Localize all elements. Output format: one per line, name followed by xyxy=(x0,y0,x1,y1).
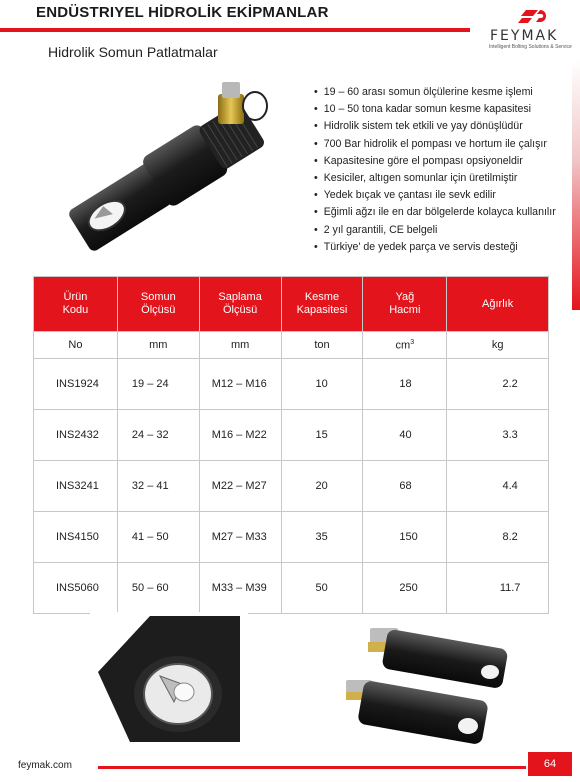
feature-item: • 10 – 50 tona kadar somun kesme kapasitesi xyxy=(314,101,556,118)
table-header-row xyxy=(34,277,549,332)
cell-capacity: 15 xyxy=(281,410,363,461)
cell-nut: 19 – 24 xyxy=(117,359,199,410)
cell-nut: 32 – 41 xyxy=(117,461,199,512)
feature-item: • Hidrolik sistem tek etkili ve yay dönüşlüdür xyxy=(314,118,556,135)
header-rule xyxy=(0,28,470,32)
logo-tagline: Intelligent Bolting Solutions & Service xyxy=(489,44,572,50)
cell-weight: 4.4 xyxy=(447,461,549,512)
feature-item: • 19 – 60 arası somun ölçülerine kesme işlemi xyxy=(314,84,556,101)
cell-weight: 2.2 xyxy=(447,359,549,410)
header-stud-size: Saplama Ölçüsü xyxy=(199,277,281,332)
nut-splitter-pair-image xyxy=(340,618,510,750)
cell-capacity: 20 xyxy=(281,461,363,512)
feature-item: • Eğimli ağzı ile en dar bölgelerde kolayca kullanılır xyxy=(314,204,556,221)
table-row xyxy=(34,359,549,410)
feature-list xyxy=(314,84,556,256)
unit-cell: kg xyxy=(447,332,549,359)
page-number: 64 xyxy=(528,752,572,776)
cell-stud: M16 – M22 xyxy=(199,410,281,461)
page-header-title: ENDÜSTRIYEL HİDROLİK EKİPMANLAR xyxy=(36,4,329,21)
feature-item: • 2 yıl garantili, CE belgeli xyxy=(314,222,556,239)
cell-stud: M27 – M33 xyxy=(199,512,281,563)
feature-item: • 700 Bar hidrolik el pompası ve hortum ile çalışır xyxy=(314,136,556,153)
unit-cell: $cm^3$ xyxy=(363,332,447,359)
cell-code: INS1924 xyxy=(34,359,118,410)
feature-item: • Türkiye' de yedek parça ve servis desteği xyxy=(314,239,556,256)
cell-code: INS3241 xyxy=(34,461,118,512)
cell-weight: 8.2 xyxy=(447,512,549,563)
cell-capacity: 10 xyxy=(281,359,363,410)
decorative-stripe xyxy=(572,60,580,310)
cell-stud: M12 – M16 xyxy=(199,359,281,410)
cell-weight: 3.3 xyxy=(447,410,549,461)
cell-weight: 11.7 xyxy=(447,563,549,614)
cell-code: INS5060 xyxy=(34,563,118,614)
feature-item: • Kesiciler, altıgen somunlar için üretilmiştir xyxy=(314,170,556,187)
header-product-code: Ürün Kodu xyxy=(34,277,118,332)
table-row xyxy=(34,410,549,461)
cutter-closeup-image xyxy=(90,612,248,748)
cell-nut: 41 – 50 xyxy=(117,512,199,563)
unit-cell: No xyxy=(34,332,118,359)
footer-website[interactable]: feymak.com xyxy=(18,760,72,771)
nut-splitter-product-image xyxy=(50,76,280,256)
cell-oil: 150 xyxy=(363,512,447,563)
unit-cell: mm xyxy=(199,332,281,359)
cell-code: INS2432 xyxy=(34,410,118,461)
cell-oil: 18 xyxy=(363,359,447,410)
header-cutting-capacity: Kesme Kapasitesi xyxy=(281,277,363,332)
header-oil-volume: Yağ Hacmi xyxy=(363,277,447,332)
table-row xyxy=(34,461,549,512)
table-row xyxy=(34,563,549,614)
footer-rule xyxy=(98,766,526,769)
unit-cell: ton xyxy=(281,332,363,359)
cell-oil: 68 xyxy=(363,461,447,512)
logo-text: FEYMAK xyxy=(490,28,559,44)
cell-capacity: 35 xyxy=(281,512,363,563)
cell-code: INS4150 xyxy=(34,512,118,563)
cell-stud: M33 – M39 xyxy=(199,563,281,614)
spec-table xyxy=(33,276,549,614)
cell-stud: M22 – M27 xyxy=(199,461,281,512)
unit-cell: mm xyxy=(117,332,199,359)
cell-nut: 50 – 60 xyxy=(117,563,199,614)
feature-item: • Yedek bıçak ve çantası ile sevk edilir xyxy=(314,187,556,204)
header-nut-size: Somun Ölçüsü xyxy=(117,277,199,332)
cell-capacity: 50 xyxy=(281,563,363,614)
cell-nut: 24 – 32 xyxy=(117,410,199,461)
units-row xyxy=(34,332,549,359)
feature-item: • Kapasitesine göre el pompası opsiyoneldir xyxy=(314,153,556,170)
header-weight: Ağırlık xyxy=(447,277,549,332)
section-title: Hidrolik Somun Patlatmalar xyxy=(48,44,218,60)
cell-oil: 250 xyxy=(363,563,447,614)
table-row xyxy=(34,512,549,563)
cell-oil: 40 xyxy=(363,410,447,461)
